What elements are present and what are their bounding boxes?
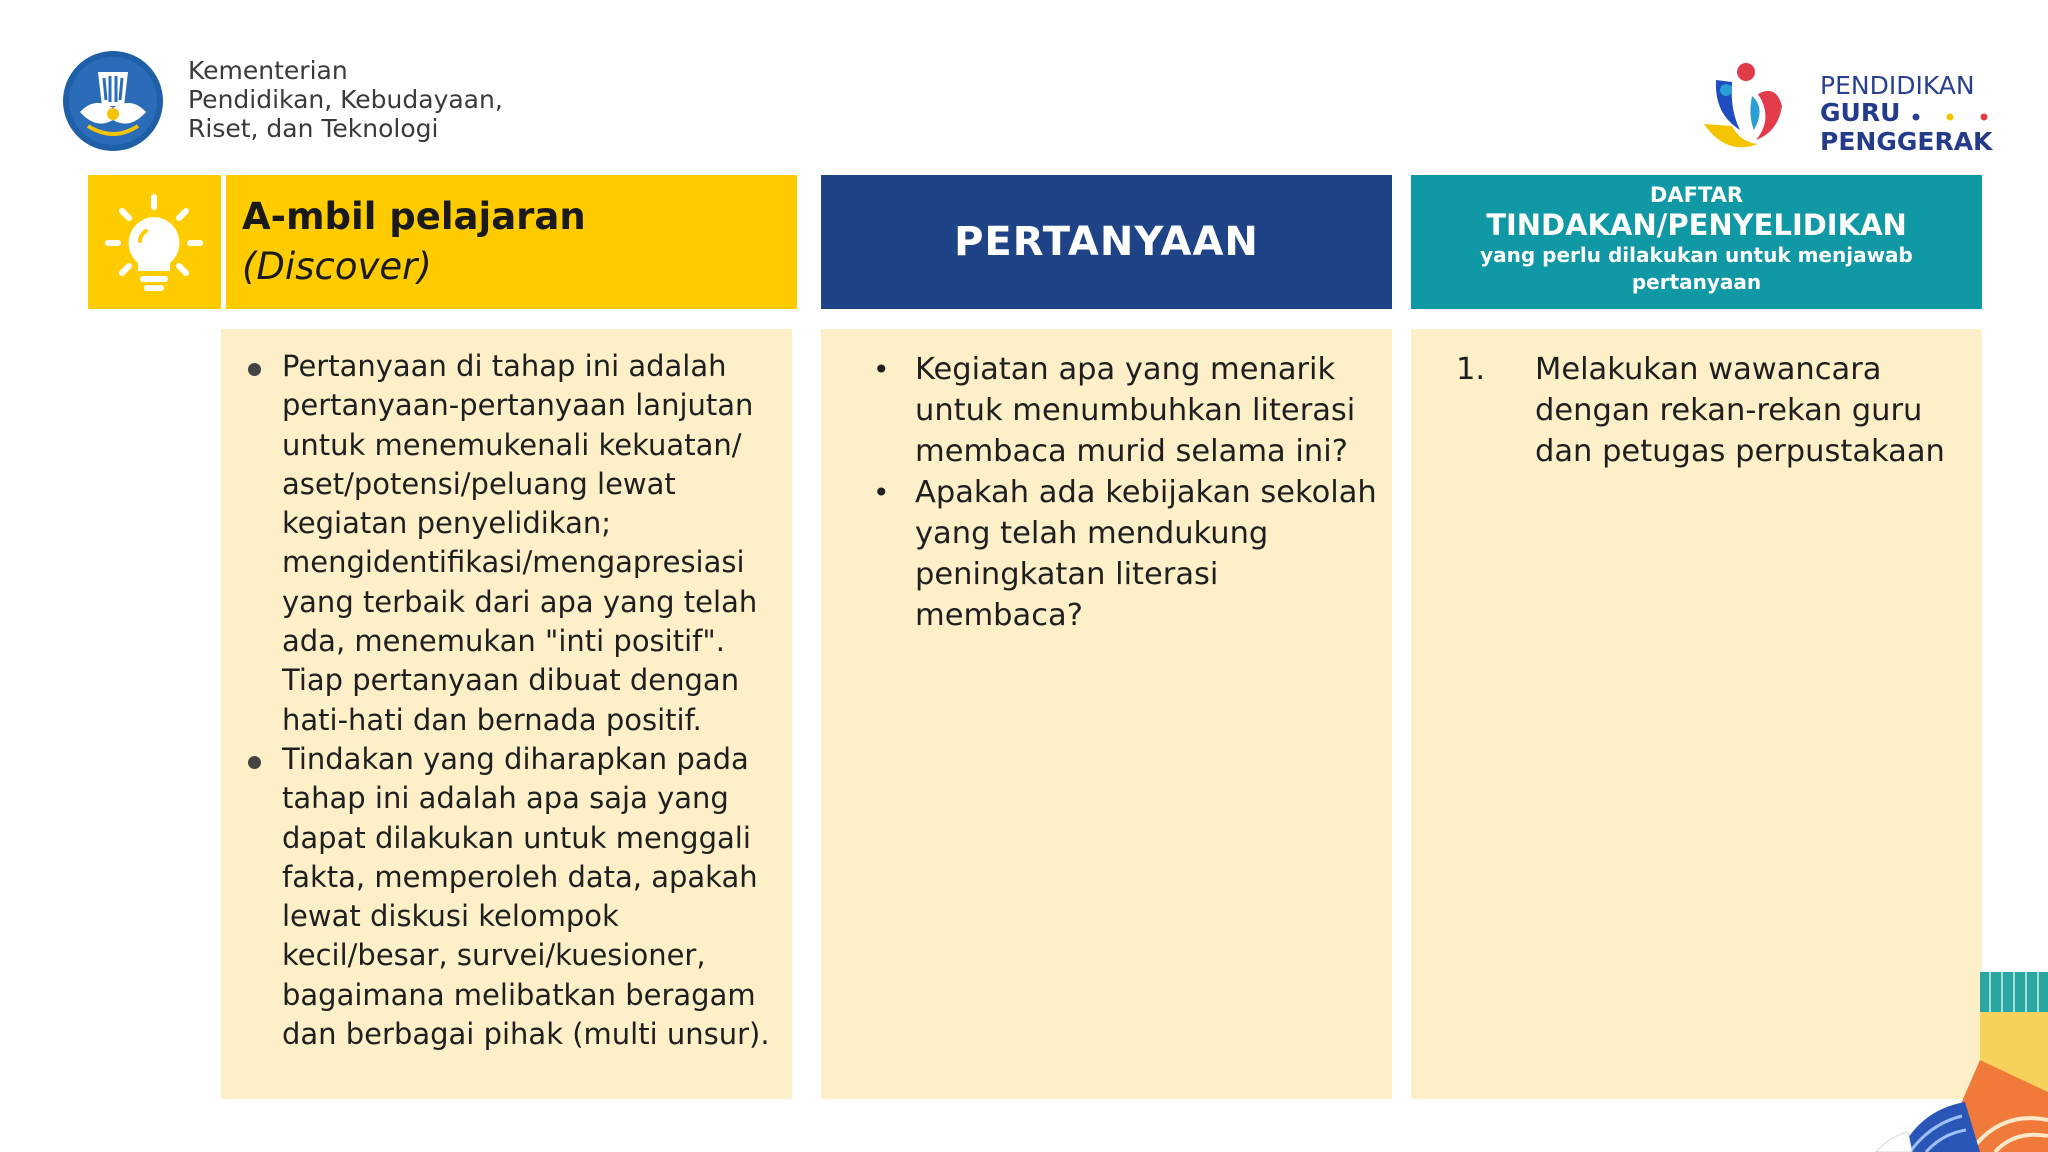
lightbulb-icon — [88, 175, 221, 309]
bullet-icon — [248, 756, 261, 769]
column-title: PERTANYAAN — [954, 219, 1259, 265]
decorative-pattern — [1780, 960, 2048, 1152]
list-item — [282, 347, 792, 740]
program-line: PENGGERAK — [1820, 126, 1993, 156]
lightbulb-icon-box — [88, 175, 221, 309]
kemdikbud-logo — [60, 50, 166, 152]
ministry-line: Pendidikan, Kebudayaan, — [188, 85, 503, 114]
dots-decoration — [1910, 101, 1990, 128]
list-item — [873, 472, 1385, 636]
bullet-icon: • — [873, 353, 890, 386]
list-item-text: Apakah ada kebijakan sekolah yang telah mendukung peningkatan literasi membaca? — [915, 475, 1377, 633]
list-item — [873, 349, 1385, 472]
guru-penggerak-logo — [1696, 60, 1806, 156]
program-line — [1820, 99, 1992, 128]
column-header-actions — [1411, 175, 1982, 309]
column-subtitle: (Discover) — [242, 245, 432, 288]
ministry-line: Riset, dan Teknologi — [188, 114, 439, 143]
list-item-text: Pertanyaan di tahap ini adalah pertanyaan-pertanyaan lanjutan untuk menemukenali kekuatan/ aset/potensi/peluang lewat kegiatan penyelidikan; mengidentifikasi/mengapresiasi yang terbaik dari apa yang telah ada, menemukan "inti positif". Tiap pertanyaan dibuat dengan hati-hati dan bernada positif. — [282, 349, 758, 737]
panel-discover — [221, 329, 792, 1099]
list-item-text: Tindakan yang diharapkan pada tahap ini adalah apa saja yang dapat dilakukan untuk menggali fakta, memperoleh data, apakah lewat diskusi kelompok kecil/besar, survei/kuesioner, bagaimana melibatkan beragam dan berbagai pihak (multi unsur). — [282, 741, 770, 1052]
list-item — [1456, 349, 1975, 472]
actions-list — [1456, 349, 1975, 472]
questions-list — [873, 349, 1385, 636]
program-line-text: GURU — [1820, 98, 1901, 127]
column-pre-title: DAFTAR — [1649, 183, 1744, 207]
panel-questions — [821, 329, 1392, 1099]
column-header-questions — [821, 175, 1392, 309]
list-item-text: Melakukan wawancara dengan rekan-rekan guru dan petugas perpustakaan — [1535, 352, 1945, 469]
ministry-name — [188, 56, 503, 143]
column-title: A-mbil pelajaran — [242, 195, 586, 238]
column-header-discover — [226, 175, 797, 309]
list-item-number: 1. — [1456, 352, 1486, 387]
bullet-icon — [248, 363, 261, 376]
list-item — [282, 740, 792, 1054]
column-description: yang perlu dilakukan untuk menjawab pertanyaan — [1480, 243, 1913, 294]
list-item-text: Kegiatan apa yang menarik untuk menumbuhkan literasi membaca murid selama ini? — [915, 352, 1356, 469]
bullet-icon: • — [873, 476, 890, 509]
program-name — [1820, 72, 1992, 155]
program-line: PENDIDIKAN — [1820, 71, 1975, 100]
ministry-line: Kementerian — [188, 56, 348, 85]
discover-list — [282, 347, 792, 1054]
column-title: TINDAKAN/PENYELIDIKAN — [1486, 208, 1907, 242]
